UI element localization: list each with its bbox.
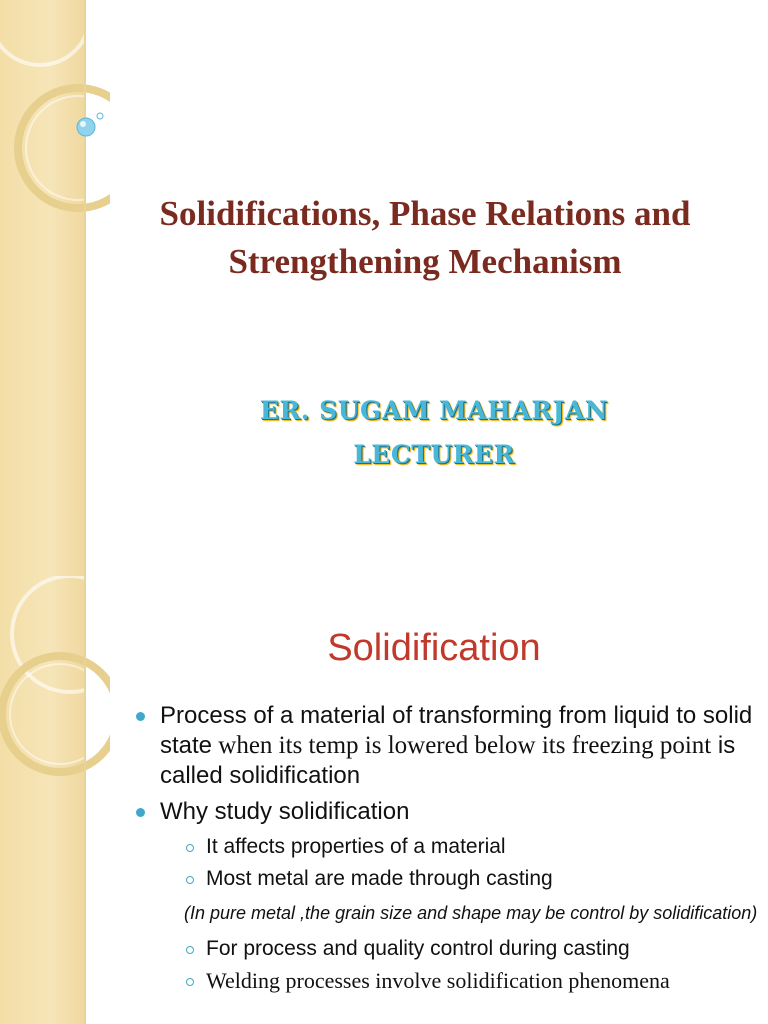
sub-bullet-casting-text: Most metal are made through casting [206, 867, 553, 890]
bullet-why-study-text: Why study solidification [160, 798, 410, 825]
side-divider [84, 576, 86, 1024]
sub-bullet-ring-icon [186, 876, 194, 884]
sub-bullet-ring-icon [186, 844, 194, 852]
bullet-definition-text-2: when its temp is lowered below its freezing point [212, 732, 712, 759]
sub-bullet-welding [160, 965, 761, 997]
side-divider [84, 0, 86, 576]
sub-bullet-properties [160, 831, 761, 863]
sub-bullet-properties-text: It affects properties of a material [206, 835, 506, 858]
content-slide [0, 576, 768, 1024]
sub-bullet-welding-text: Welding processes involve solidification phenomena [206, 968, 670, 993]
decorative-side-band [0, 576, 84, 1024]
sub-bullet-quality [160, 933, 761, 965]
italic-note: (In pure metal ,the grain size and shape may be control by solidification) [184, 903, 758, 923]
bullet-dot-icon [136, 712, 145, 721]
bullet-why-study [136, 797, 761, 997]
bullet-list [136, 701, 761, 1003]
sub-bullet-list-2 [160, 933, 761, 997]
bullet-dot-icon [136, 808, 145, 817]
decorative-rings-icon [0, 0, 110, 576]
sub-bullet-list [160, 831, 761, 895]
sub-bullet-quality-text: For process and quality control during casting [206, 937, 630, 960]
bubble-icon [74, 110, 108, 140]
author-name: ER. SUGAM MAHARJAN [259, 396, 609, 425]
author-role: LECTURER [353, 440, 515, 469]
decorative-side-band [0, 0, 84, 576]
bullet-definition-text-1: Process of a material of transforming from liquid to solid state [160, 702, 753, 759]
decorative-rings-icon [0, 576, 110, 1024]
title-line-1: Solidifications, Phase Relations and [159, 194, 691, 233]
title-line-2: Strengthening Mechanism [228, 242, 622, 281]
sub-bullet-ring-icon [186, 978, 194, 986]
sub-bullet-ring-icon [186, 946, 194, 954]
author-block [100, 389, 768, 477]
bullet-definition-text-3: is called solidification [160, 732, 736, 789]
bullet-definition [136, 701, 761, 791]
sub-bullet-casting [160, 863, 761, 895]
presentation-title [100, 190, 750, 286]
slide-heading: Solidification [327, 627, 541, 669]
